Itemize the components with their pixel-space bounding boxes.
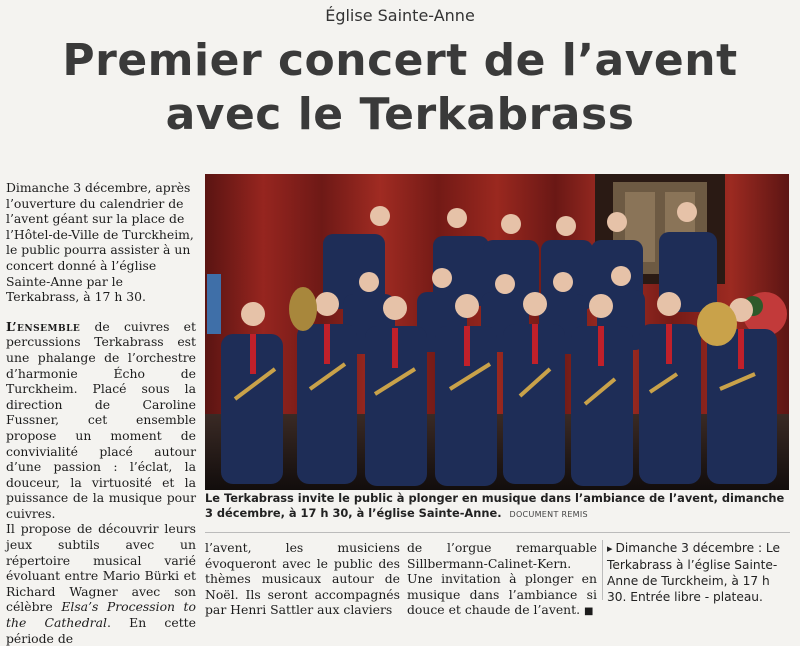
- smallcaps-lead-in: L’ensemble: [6, 318, 81, 334]
- headline: [0, 34, 800, 142]
- ensemble-photo: [205, 174, 789, 490]
- column-3-text: de l’orgue remarquable Sillbermann-Calinet-Kern. Une invitation à plonger en musique dans l’ambiance si douce et chaude de l’avent.: [407, 540, 597, 618]
- arrow-icon: ▸: [607, 542, 613, 555]
- body-paragraph-2-end: . En cette période de: [6, 615, 196, 646]
- practical-info-text: Dimanche 3 décembre : Le Terkabrass à l’église Sainte-Anne de Turckheim, à 17 h 30. Entrée libre - plateau.: [607, 541, 781, 604]
- photo-caption: [205, 491, 790, 522]
- column-3-paragraph: [407, 540, 597, 620]
- work-title: Elsa’s Procession to the Cathedral: [6, 599, 197, 631]
- article-column-1: [6, 180, 196, 646]
- lead-paragraph: Dimanche 3 décembre, après l’ouverture du calendrier de l’avent géant sur la place de l’Hôtel-de-Ville de Turckheim, le public pourra assister à un concert donné à l’église Sainte-Anne par le Terkabrass, à 17 h 30.: [6, 180, 194, 305]
- article-column-2: [205, 540, 400, 618]
- body-paragraph-1-text: de cuivres et percussions Terkabrass est une phalange de l’orchestre d’harmonie Écho de Turckheim. Placé sous la direction de Caroline Fussner, cet ensemble propose un moment de convivialité placé autour d’une passion : l’éclat, la douceur, la virtuosité et la puissance de la musique pour cuivres.: [6, 318, 196, 521]
- body-paragraph-2: [6, 521, 196, 646]
- column-2-text: l’avent, les musiciens évoqueront avec le public des thèmes musicaux autour de Noël. Ils seront accompagnés par Henri Sattler aux claviers: [205, 540, 400, 618]
- body-paragraph-2-start: Il propose de découvrir leurs jeux subtils avec un répertoire musical varié évoluant entre Mario Bürki et Richard Wagner avec son célèbre: [6, 521, 196, 615]
- photo-credit: DOCUMENT REMIS: [509, 510, 588, 519]
- headline-line-2: avec le Terkabrass: [165, 89, 635, 140]
- end-mark: ■: [584, 606, 594, 618]
- practical-info-box: [607, 540, 790, 605]
- article-column-3: [407, 540, 597, 620]
- headline-line-1: Premier concert de l’avent: [62, 35, 738, 86]
- info-divider: [602, 540, 603, 600]
- kicker: Église Sainte-Anne: [325, 6, 475, 25]
- caption-divider: [205, 532, 790, 533]
- caption-text: Le Terkabrass invite le public à plonger en musique dans l’ambiance de l’avent, dimanche 3 décembre, à 17 h 30, à l’église Sainte-Anne.: [205, 491, 785, 520]
- body-paragraph-1: [6, 319, 196, 522]
